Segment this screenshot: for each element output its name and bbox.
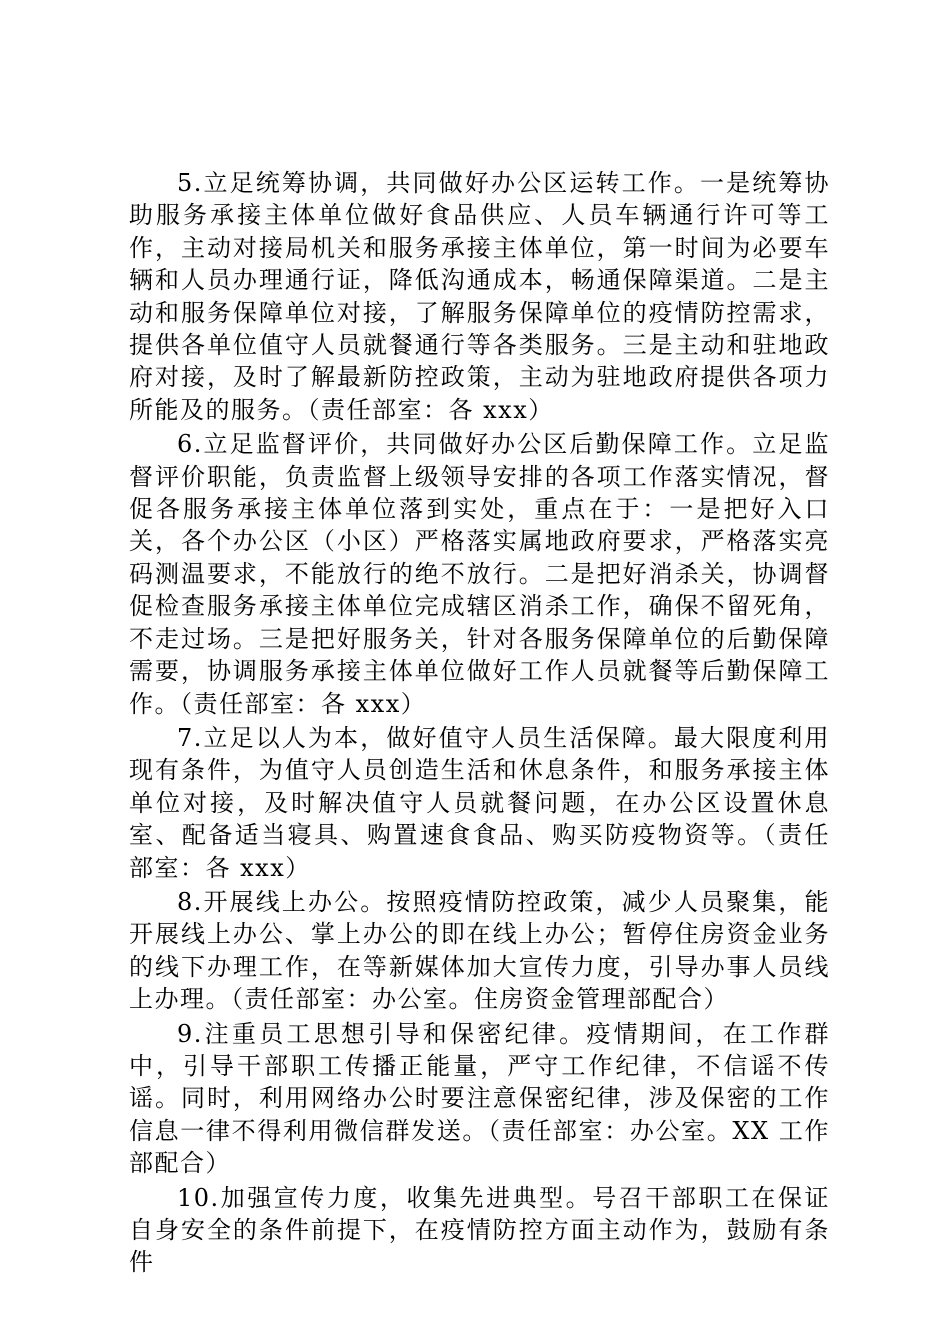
document-body xyxy=(129,167,830,1281)
paragraph-item-6: 6.立足监督评价，共同做好办公区后勤保障工作。立足监督评价职能，负责监督上级领导安排的各项工作落实情况，督促各服务承接主体单位落到实处，重点在于：一是把好入口关，各个办公区（小区）严格落实属地政府要求，严格落实亮码测温要求，不能放行的绝不放行。二是把好消杀关，协调督促检查服务承接主体单位完成辖区消杀工作，确保不留死角，不走过场。三是把好服务关，针对各服务保障单位的后勤保障需要，协调服务承接主体单位做好工作人员就餐等后勤保障工作。（责任部室：各 xxx） xyxy=(129,430,830,718)
paragraph-item-7: 7.立足以人为本，做好值守人员生活保障。最大限度利用现有条件，为值守人员创造生活和休息条件，和服务承接主体单位对接，及时解决值守人员就餐问题，在办公区设置休息室、配备适当寝具、购置速食食品、购买防疫物资等。（责任部室：各 xxx） xyxy=(129,723,830,882)
paragraph-item-10: 10.加强宣传力度，收集先进典型。号召干部职工在保证自身安全的条件前提下，在疫情防控方面主动作为，鼓励有条件 xyxy=(129,1183,830,1277)
paragraph-item-8: 8.开展线上办公。按照疫情防控政策，减少人员聚集，能开展线上办公、掌上办公的即在线上办公；暂停住房资金业务的线下办理工作，在等新媒体加大宣传力度，引导办事人员线上办理。（责任部室：办公室。住房资金管理部配合） xyxy=(129,887,830,1014)
paragraph-item-9: 9.注重员工思想引导和保密纪律。疫情期间，在工作群中，引导干部职工传播正能量，严守工作纪律，不信谣不传谣。同时，利用网络办公时要注意保密纪律，涉及保密的工作信息一律不得利用微信群发送。（责任部室：办公室。XX 工作部配合） xyxy=(129,1019,830,1178)
paragraph-item-5: 5.立足统筹协调，共同做好办公区运转工作。一是统筹协助服务承接主体单位做好食品供应、人员车辆通行许可等工作，主动对接局机关和服务承接主体单位，第一时间为必要车辆和人员办理通行证，降低沟通成本，畅通保障渠道。二是主动和服务保障单位对接，了解服务保障单位的疫情防控需求，提供各单位值守人员就餐通行等各类服务。三是主动和驻地政府对接，及时了解最新防控政策，主动为驻地政府提供各项力所能及的服务。（责任部室：各 xxx） xyxy=(129,169,830,424)
